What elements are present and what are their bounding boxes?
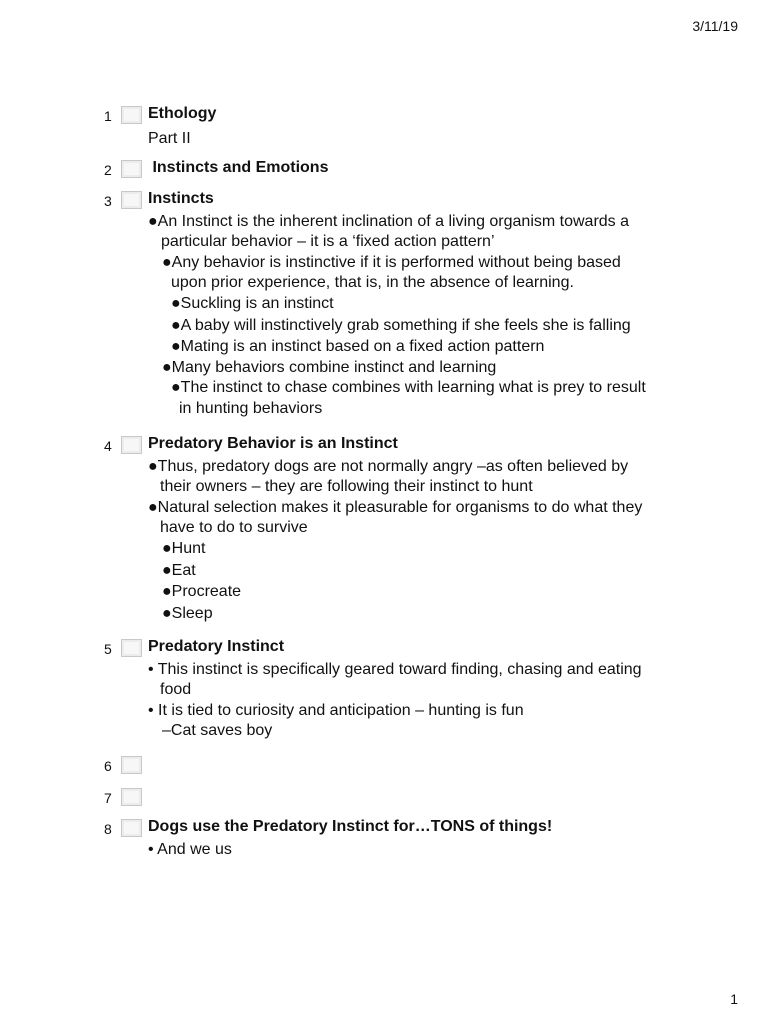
slide-text-line: ●Procreate xyxy=(162,583,242,601)
slide-text-line: ●Suckling is an instinct xyxy=(171,294,334,312)
slide-text-line: ●Thus, predatory dogs are not normally angry –as often believed by xyxy=(148,457,629,475)
slide-entry-3 xyxy=(104,189,646,420)
page-number: 1 xyxy=(730,991,738,1007)
slide-number: 1 xyxy=(104,108,112,124)
slide-text-line: particular behavior – it is a ‘fixed action pattern’ xyxy=(161,233,495,251)
slide-entry-2 xyxy=(104,158,328,179)
slide-text-line: ●Natural selection makes it pleasurable for organisms to do what they xyxy=(148,498,643,516)
slide-title: Dogs use the Predatory Instinct for…TONS of things! xyxy=(148,818,553,835)
slide-title: Predatory Instinct xyxy=(148,638,285,655)
slide-text-line: upon prior experience, that is, in the absence of learning. xyxy=(171,274,574,292)
slide-thumbnail xyxy=(121,191,142,209)
slide-thumbnail xyxy=(121,639,142,657)
slide-text-line: ●Any behavior is instinctive if it is performed without being based xyxy=(162,253,621,271)
slide-text-line: ●Sleep xyxy=(162,604,213,622)
slide-text-line: ●A baby will instinctively grab something if she feels she is falling xyxy=(171,316,631,334)
slide-number: 2 xyxy=(104,162,112,178)
slide-text-line: ●Many behaviors combine instinct and learning xyxy=(162,358,497,376)
slide-title: Instincts and Emotions xyxy=(148,159,329,176)
slide-number: 4 xyxy=(104,438,112,454)
slide-title: Predatory Behavior is an Instinct xyxy=(148,435,398,452)
slide-text-line: • This instinct is specifically geared toward finding, chasing and eating xyxy=(148,660,642,678)
slide-number: 8 xyxy=(104,821,112,837)
slide-thumbnail xyxy=(121,106,142,124)
slide-number: 6 xyxy=(104,758,112,774)
slide-number: 5 xyxy=(104,641,112,657)
slide-title: Instincts xyxy=(148,190,214,207)
slide-text-line: their owners – they are following their instinct to hunt xyxy=(160,478,533,496)
slide-entry-5 xyxy=(104,637,642,742)
slide-text-line: ●Mating is an instinct based on a fixed action pattern xyxy=(171,338,545,356)
slide-text-line: ●An Instinct is the inherent inclination of a living organism towards a xyxy=(148,212,630,230)
slide-thumbnail xyxy=(121,160,142,178)
slide-text-line: ●Eat xyxy=(162,561,196,579)
slide-thumbnail xyxy=(121,788,142,806)
slide-entry-4 xyxy=(104,434,642,624)
slide-thumbnail xyxy=(121,819,142,837)
slide-number: 7 xyxy=(104,790,112,806)
slide-text-line: ●The instinct to chase combines with learning what is prey to result xyxy=(171,379,646,397)
slide-text-line: ●Hunt xyxy=(162,539,206,557)
slide-text-line: have to do to survive xyxy=(160,519,308,537)
document-date: 3/11/19 xyxy=(692,18,738,34)
slide-text-line: in hunting behaviors xyxy=(179,399,323,417)
slide-text-line: food xyxy=(160,681,192,699)
slide-number: 3 xyxy=(104,193,112,209)
slide-thumbnail xyxy=(121,436,142,454)
slide-entry-8 xyxy=(104,817,552,860)
slide-text-line: • And we us xyxy=(148,840,232,858)
slide-thumbnail xyxy=(121,756,142,774)
slide-title: Ethology xyxy=(148,105,217,122)
slide-text-line: • It is tied to curiosity and anticipation – hunting is fun xyxy=(148,701,524,719)
slide-entry-1 xyxy=(104,104,216,149)
slide-text-line: Part II xyxy=(148,129,191,147)
slide-text-line: –Cat saves boy xyxy=(162,722,273,740)
